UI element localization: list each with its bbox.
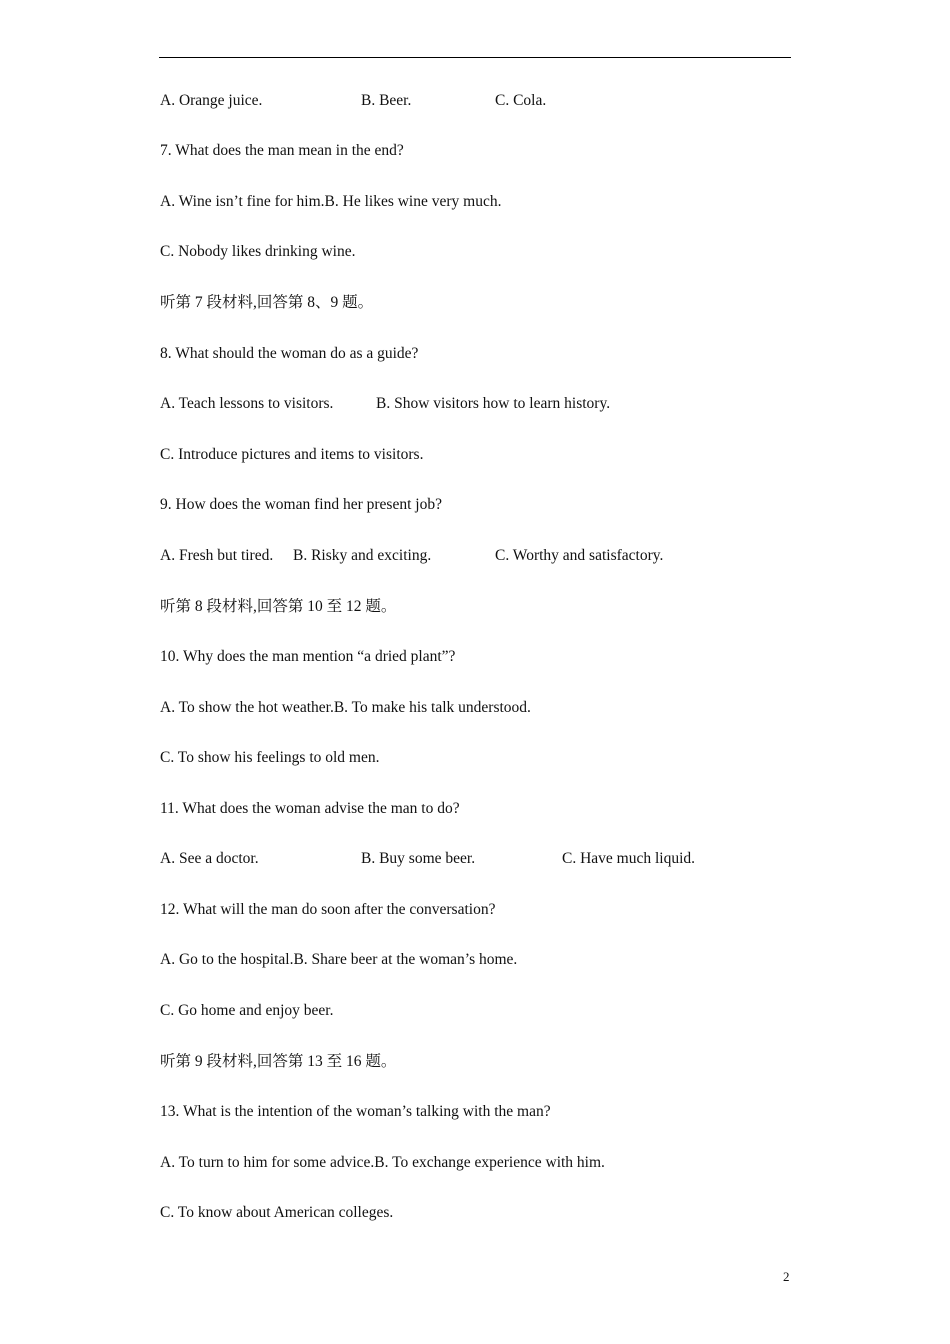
option-b: B. Beer. [361, 92, 412, 109]
question-text: 10. Why does the man mention “a dried plant”? [160, 648, 456, 665]
question-text: 13. What is the intention of the woman’s talking with the man? [160, 1103, 551, 1120]
option-c: C. To know about American colleges. [160, 1204, 394, 1221]
section-heading: 听第 9 段材料,回答第 13 至 16 题。 [160, 1053, 397, 1070]
question-text: 11. What does the woman advise the man to do? [160, 800, 460, 817]
option-c: C. To show his feelings to old men. [160, 749, 380, 766]
option-c: C. Cola. [495, 92, 547, 109]
option-a: A. Fresh but tired. [160, 547, 274, 564]
option-a: A. See a doctor. [160, 850, 259, 867]
question-text: 12. What will the man do soon after the conversation? [160, 901, 496, 918]
section-heading: 听第 7 段材料,回答第 8、9 题。 [160, 294, 374, 311]
question-text: 8. What should the woman do as a guide? [160, 345, 419, 362]
option-b: B. Show visitors how to learn history. [376, 395, 611, 412]
option-a-b: A. Wine isn’t fine for him.B. He likes wine very much. [160, 193, 502, 210]
option-c: C. Nobody likes drinking wine. [160, 243, 356, 260]
option-a-b: A. To show the hot weather.B. To make his talk understood. [160, 699, 531, 716]
section-heading: 听第 8 段材料,回答第 10 至 12 题。 [160, 598, 397, 615]
option-c: C. Have much liquid. [562, 850, 696, 867]
header-rule [159, 57, 791, 58]
question-text: 7. What does the man mean in the end? [160, 142, 404, 159]
option-a-b: A. To turn to him for some advice.B. To exchange experience with him. [160, 1154, 605, 1171]
option-a-b: A. Go to the hospital.B. Share beer at the woman’s home. [160, 951, 518, 968]
option-b: B. Buy some beer. [361, 850, 476, 867]
page-number: 2 [783, 1269, 790, 1284]
option-c: C. Worthy and satisfactory. [495, 547, 664, 564]
option-b: B. Risky and exciting. [293, 547, 432, 564]
option-c: C. Introduce pictures and items to visitors. [160, 446, 424, 463]
option-a: A. Teach lessons to visitors. [160, 395, 334, 412]
option-c: C. Go home and enjoy beer. [160, 1002, 334, 1019]
option-a: A. Orange juice. [160, 92, 263, 109]
question-text: 9. How does the woman find her present job? [160, 496, 442, 513]
